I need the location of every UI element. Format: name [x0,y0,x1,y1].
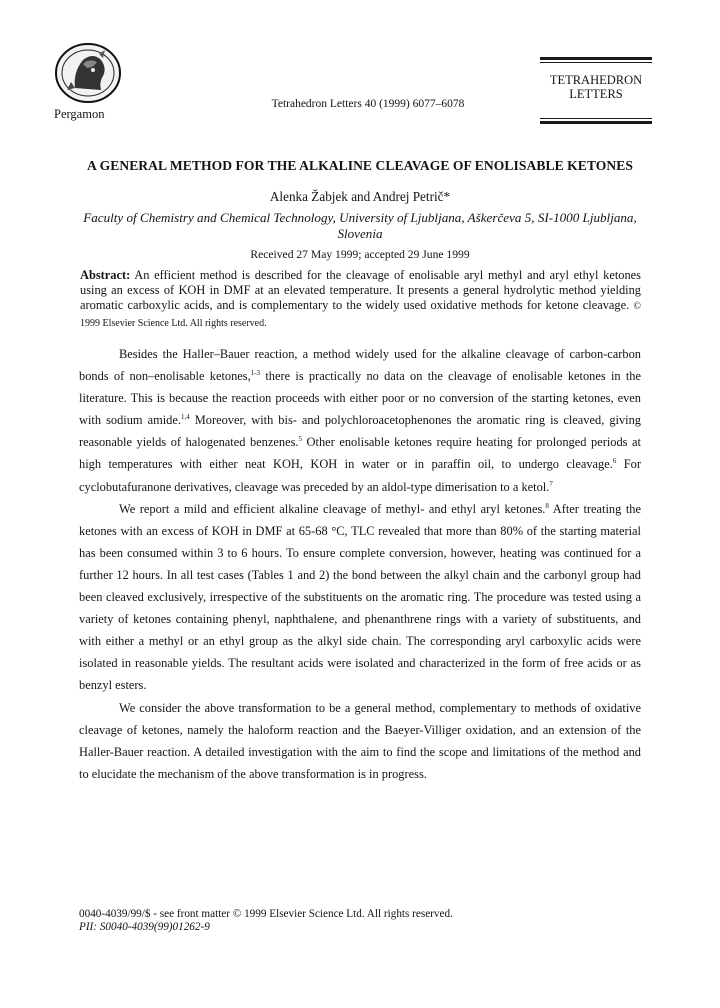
journal-name [540,73,652,101]
received-accepted-dates: Received 27 May 1999; accepted 29 June 1999 [250,248,470,261]
abstract [80,268,641,331]
pii-label: PII: [79,921,98,933]
journal-rule-bottom-thick [540,121,652,124]
citation-ref: 7 [549,479,553,488]
issn-line: 0040-4039/99/$ - see front matter © 1999 Elsevier Science Ltd. All rights reserved. [79,908,453,920]
paragraph-text: For cyclobutafuranone derivatives, cleavage was preceded by an aldol-type dimerisation to a ketol. [79,457,642,494]
article-authors: Alenka Žabjek and Andrej Petrič* [269,189,451,204]
paragraph-text: After treating the ketones with an excess of KOH in DMF at 65-68 °C, TLC revealed that more than 80% of the starting material has been consumed within 3 to 6 hours. To ensure complete conversion, however, heating was continued for a further 12 hours. In all test cases (Tables 1 and 2) the bond between the alkyl chain and the carbonyl group had been cleaved exclusively, irrespective of the substituents on the aromatic ring. The procedure was tested using a variety of ketones containing phenyl, naphthalene, and phenanthrene rings with a variety of substituents, and with either a methyl or an ethyl group as the alkyl side chain. The corresponding aryl carboxylic acids were isolated in reasonable yields. The resultant acids were isolated and characterized in the form of free acids or as benzyl esters. [79,501,642,693]
citation-ref: 5 [298,435,302,444]
abstract-label: Abstract: [80,268,131,282]
citation-ref: 6 [612,457,617,466]
citation-ref: 1,4 [180,413,190,422]
elsevier-tree-seal-icon [53,42,123,104]
body-paragraph-1 [79,343,641,498]
article-title: A GENERAL METHOD FOR THE ALKALINE CLEAVAGE OF ENOLISABLE KETONES [87,158,633,173]
page-footer [79,908,579,934]
body-paragraph-2 [79,498,641,697]
paragraph-text: Moreover, with bis- and polychloroacetophenones the aromatic ring is cleaved, giving reasonable yields of halogenated benzenes. [79,413,641,450]
journal-rule-top-thick [540,57,652,60]
paragraph-text: We report a mild and efficient alkaline cleavage of methyl- and ethyl aryl ketones. [119,501,546,516]
journal-name-line1: TETRAHEDRON [549,73,643,87]
paragraph-text: there is practically no data on the cleavage of enolisable ketones in the literature. This is because the reaction proceeds with either poor or no conversion of the starting ketones, even with sodium amide. [79,369,641,428]
body-paragraph-3: We consider the above transformation to be a general method, complementary to methods of oxidative cleavage of ketones, namely the haloform reaction and the Baeyer-Villiger oxidation, and an extension of the Haller-Bauer reaction. A detailed investigation with the aim to find the scope and limitations of the method and to elucidate the mechanism of the above transformation is in progress. [79,700,641,781]
pii-value: S0040-4039(99)01262-9 [97,921,210,933]
abstract-text: An efficient method is described for the cleavage of enolisable aryl methyl and aryl ethyl ketones using an excess of KOH in DMF at an elevated temperature. It presents a general hydrolytic method yielding aromatic carboxylic acids, and is complementary to the widely used oxidative methods for ketone cleavage. [80,268,641,313]
article-body [79,343,641,785]
abstract-copyright: © 1999 Elsevier Science Ltd. All rights reserved. [80,301,641,329]
publisher-name: Pergamon [54,107,105,121]
journal-name-line2: LETTERS [569,87,623,101]
author-affiliation: Faculty of Chemistry and Chemical Technology, University of Ljubljana, Aškerčeva 5, SI-1000 Ljubljana, Slovenia [83,210,637,241]
paragraph-text: Other enolisable ketones require heating for prolonged periods at high temperatures with either neat KOH, KOH in water or in paraffin oil, to undergo cleavage. [79,435,641,472]
journal-rule-top-thin [540,62,652,63]
paragraph-text: Besides the Haller–Bauer reaction, a method widely used for the alkaline cleavage of carbon-carbon bonds of non–enolisable ketones, [79,347,641,384]
journal-rule-bottom-thin [540,118,652,119]
pii-line [79,921,579,934]
citation-ref: 8 [545,501,549,510]
citation-ref: 1-3 [250,369,261,378]
journal-citation: Tetrahedron Letters 40 (1999) 6077–6078 [271,98,465,110]
